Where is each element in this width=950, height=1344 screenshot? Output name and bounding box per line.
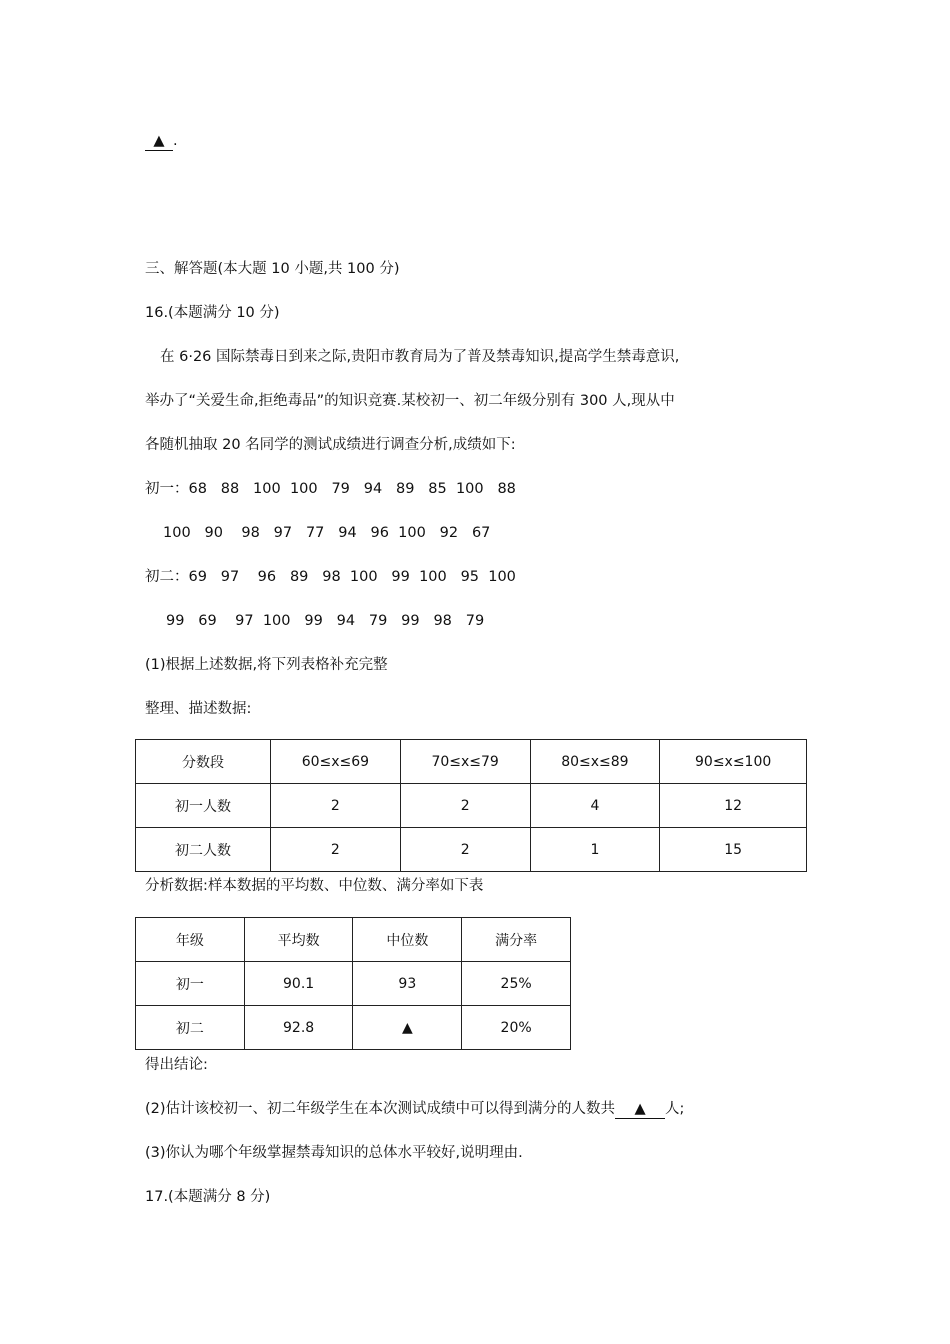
table-row [136,828,807,872]
conclusion-label: 得出结论: [145,1057,208,1073]
table-cell: 2 [400,828,530,872]
table-row [136,1006,571,1050]
q16-intro-line-2: 举办了“关爱生命,拒绝毒品”的知识竞赛.某校初一、初二年级分别有 300 人,现从中 [145,393,675,409]
table-cell: 1 [530,828,660,872]
grade2-label: 初二： [145,569,189,585]
grade2-scores-row1 [145,567,516,587]
previous-answer-line [145,131,178,151]
table-header-cell: 70≤x≤79 [400,740,530,784]
table-row [136,962,571,1006]
table-header-row [136,740,807,784]
table-cell: 25% [462,962,571,1006]
q17-header: 17.(本题满分 8 分) [145,1189,271,1205]
grade2-scores-row2: 99 69 97 100 99 94 79 99 98 79 [166,613,485,629]
q16-header: 16.(本题满分 10 分) [145,305,280,321]
part2-suffix: 人; [665,1101,685,1117]
answer-suffix: . [173,133,178,149]
table-cell: 2 [271,828,401,872]
table-cell: 15 [660,828,807,872]
table-cell: 4 [530,784,660,828]
q16-part3: (3)你认为哪个年级掌握禁毒知识的总体水平较好,说明理由. [145,1145,523,1161]
answer-blank: ▲ [145,132,173,151]
table-header-cell: 年级 [136,918,245,962]
grade2-values-1: 69 97 96 89 98 100 99 100 95 100 [188,569,516,585]
q16-part1: (1)根据上述数据,将下列表格补充完整 [145,657,388,673]
table-header-cell: 中位数 [353,918,462,962]
table-header-cell: 平均数 [244,918,353,962]
table-cell: 12 [660,784,807,828]
table-row [136,784,807,828]
table-cell: ▲ [353,1006,462,1050]
table-cell: 93 [353,962,462,1006]
table-header-cell: 满分率 [462,918,571,962]
analysis-label: 分析数据:样本数据的平均数、中位数、满分率如下表 [145,878,484,894]
table-cell: 90.1 [244,962,353,1006]
table-cell: 92.8 [244,1006,353,1050]
table-cell: 20% [462,1006,571,1050]
table-header-cell: 90≤x≤100 [660,740,807,784]
table-header-cell: 80≤x≤89 [530,740,660,784]
frequency-table [135,739,807,872]
q16-intro-line-1: 在 6·26 国际禁毒日到来之际,贵阳市教育局为了普及禁毒知识,提高学生禁毒意识, [160,349,680,365]
part2-prefix: (2)估计该校初一、初二年级学生在本次测试成绩中可以得到满分的人数共 [145,1101,616,1117]
table-cell: 2 [271,784,401,828]
q16-part2 [145,1099,684,1119]
section-heading: 三、解答题(本大题 10 小题,共 100 分) [145,261,400,277]
table-cell: 初二人数 [136,828,271,872]
q16-intro-line-3: 各随机抽取 20 名同学的测试成绩进行调查分析,成绩如下: [145,437,516,453]
part2-answer-blank: ▲ [615,1100,665,1119]
table-cell: 初一 [136,962,245,1006]
table-cell: 初二 [136,1006,245,1050]
grade1-label: 初一： [145,481,189,497]
grade1-values-1: 68 88 100 100 79 94 89 85 100 88 [188,481,516,497]
grade1-scores-row1 [145,479,516,499]
table-header-cell: 60≤x≤69 [271,740,401,784]
statistics-table [135,917,571,1050]
grade1-scores-row2: 100 90 98 97 77 94 96 100 92 67 [163,525,491,541]
table-cell: 初一人数 [136,784,271,828]
table-cell: 2 [400,784,530,828]
organize-label: 整理、描述数据: [145,701,252,717]
table-header-cell: 分数段 [136,740,271,784]
table-header-row [136,918,571,962]
